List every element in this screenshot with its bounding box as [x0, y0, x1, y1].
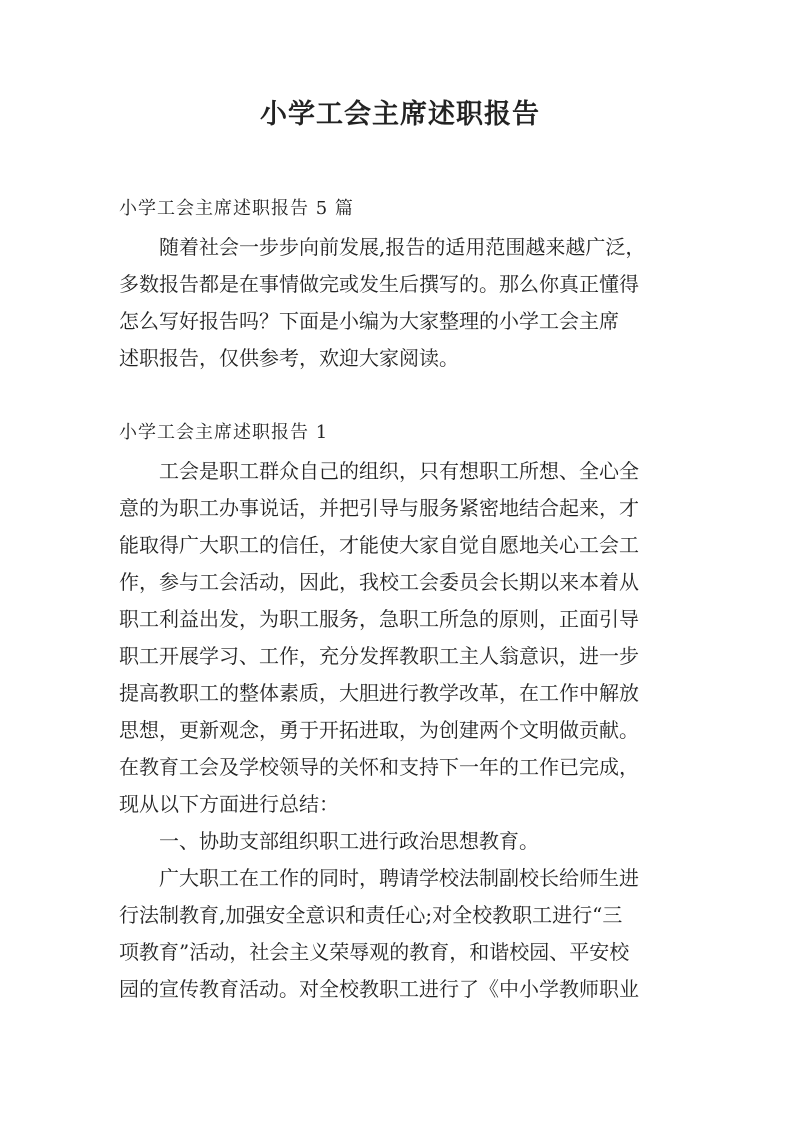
- paragraph-line: 现从以下方面进行总结：: [119, 792, 339, 816]
- paragraph-line: 能取得广大职工的信任，才能使大家自觉自愿地关心工会工: [119, 533, 639, 557]
- paragraph-line: 怎么写好报告吗？下面是小编为大家整理的小学工会主席: [119, 309, 619, 333]
- paragraph-line: 述职报告，仅供参考，欢迎大家阅读。: [119, 346, 459, 370]
- paragraph-line: 工会是职工群众自己的组织，只有想职工所想、全心全: [159, 459, 639, 483]
- section-heading: 小学工会主席述职报告 1: [119, 422, 329, 443]
- paragraph-line: 作，参与工会活动，因此，我校工会委员会长期以来本着从: [119, 570, 639, 594]
- paragraph-line: 职工开展学习、工作，充分发挥教职工主人翁意识，进一步: [119, 644, 639, 668]
- paragraph-line: 园的宣传教育活动。对全校教职工进行了《中小学教师职业: [119, 977, 639, 1001]
- paragraph-line: 项教育”活动，社会主义荣辱观的教育，和谐校园、平安校: [119, 940, 630, 964]
- paragraph-line: 在教育工会及学校领导的关怀和支持下一年的工作已完成，: [119, 755, 639, 779]
- paragraph-line: 行法制教育,加强安全意识和责任心;对全校教职工进行“三: [119, 903, 623, 927]
- paragraph-line: 思想，更新观念，勇于开拓进取，为创建两个文明做贡献。: [119, 718, 639, 742]
- paragraph-line: 广大职工在工作的同时，聘请学校法制副校长给师生进: [159, 866, 639, 890]
- paragraph-line: 随着社会一步步向前发展,报告的适用范围越来越广泛，: [159, 235, 646, 259]
- paragraph-line: 意的为职工办事说话，并把引导与服务紧密地结合起来，才: [119, 496, 639, 520]
- document-title: 小学工会主席述职报告: [260, 99, 540, 130]
- paragraph-line: 提高教职工的整体素质，大胆进行教学改革，在工作中解放: [119, 681, 639, 705]
- list-heading: 一、协助支部组织职工进行政治思想教育。: [159, 829, 539, 853]
- paragraph-line: 职工利益出发，为职工服务，急职工所急的原则，正面引导: [119, 607, 639, 631]
- paragraph-line: 多数报告都是在事情做完或发生后撰写的。那么你真正懂得: [119, 272, 639, 296]
- section-heading: 小学工会主席述职报告 5 篇: [119, 198, 354, 219]
